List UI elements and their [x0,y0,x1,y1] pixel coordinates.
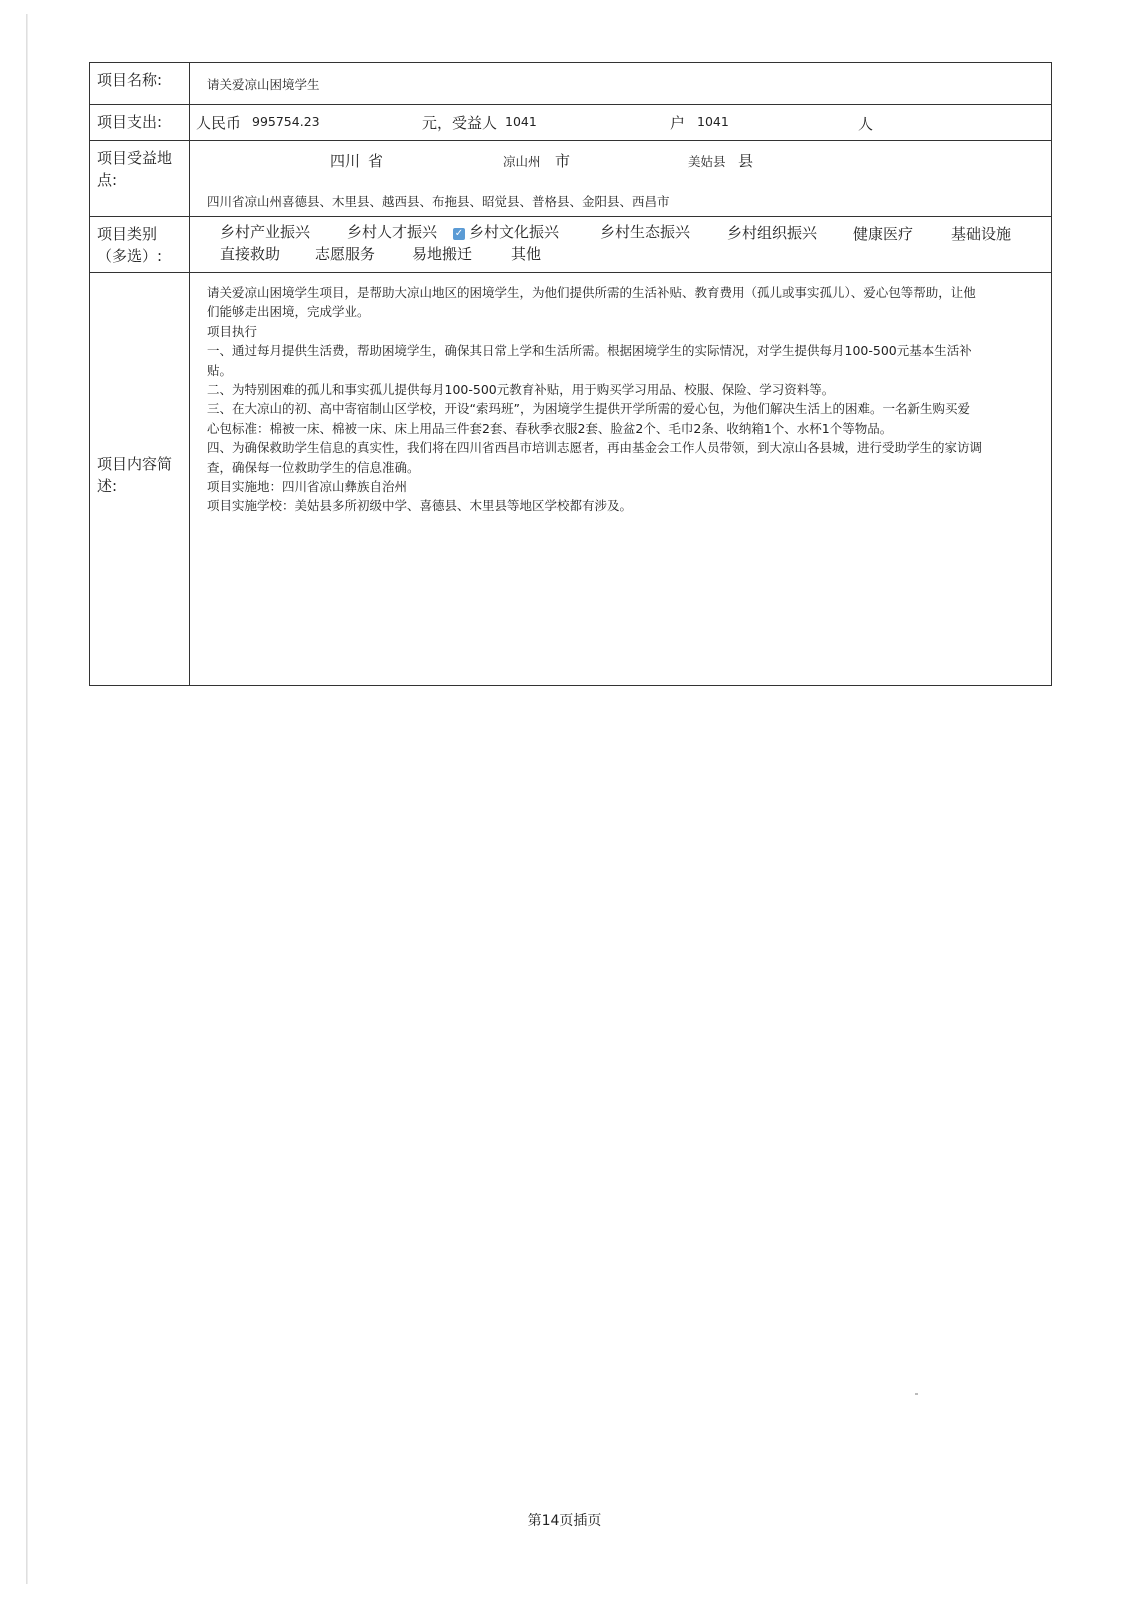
description-line: 三、在大凉山的初、高中寄宿制山区学校，开设“索玛班”，为困境学生提供开学所需的爱心包，为他们解决生活上的困难。一名新生购买爱 [207,401,970,417]
amount-value: 995754.23 [252,114,320,129]
yuan-beneficiary-label: 元，受益人 [422,114,498,132]
description-line: 查，确保每一位救助学生的信息准确。 [207,459,420,475]
county-unit: 县 [738,152,754,170]
description-line: 四、为确保救助学生信息的真实性，我们将在四川省西昌市培训志愿者，再由基金会工作人员带领，到大凉山各县城，进行受助学生的家访调 [207,440,983,456]
scan-speck [915,1393,918,1395]
province-unit: 省 [368,152,384,170]
category-option-culture-label: 乡村文化振兴 [469,223,560,241]
description-line: 请关爱凉山困境学生项目，是帮助大凉山地区的困境学生，为他们提供所需的生活补贴、教育费用（孤儿或事实孤儿）、爱心包等帮助，让他 [207,285,976,300]
city-value: 凉山州 [503,154,541,169]
row-description [90,273,1051,685]
location-cell [190,141,1051,216]
people-value: 1041 [697,114,729,129]
category-option-relocation: 易地搬迁 [412,245,473,263]
description-line: 心包标准：棉被一床、棉被一床、床上用品三件套2套、春秋季衣服2套、脸盆2个、毛巾2条、收纳箱1个、水杯1个等物品。 [207,420,893,436]
category-option-volunteer: 志愿服务 [315,245,376,263]
category-option-other: 其他 [511,245,542,263]
label-expenditure: 项目支出: [90,105,190,140]
label-category: 项目类别（多选）: [90,217,190,272]
description-line: 项目实施学校：美姑县多所初级中学、喜德县、木里县等地区学校都有涉及。 [207,498,633,514]
label-project-name: 项目名称: [90,63,190,104]
description-text [207,283,1042,516]
project-name-value: 请关爱凉山困境学生 [207,77,320,92]
category-option-ecology: 乡村生态振兴 [600,223,691,241]
province-value: 四川 [330,152,361,170]
household-unit: 户 [670,114,686,132]
checkbox-checked-icon[interactable]: ✓ [454,228,464,239]
category-option-infrastructure: 基础设施 [951,225,1012,243]
description-line: 二、为特别困难的孤儿和事实孤儿提供每月100-500元教育补贴，用于购买学习用品、校服、保险、学习资料等。 [207,382,835,398]
project-form-table [89,62,1052,686]
category-option-talent: 乡村人才振兴 [347,223,438,241]
row-project-name [90,63,1051,105]
category-option-direct-aid: 直接救助 [220,245,281,263]
description-line: 一、通过每月提供生活费，帮助困境学生，确保其日常上学和生活所需。根据困境学生的实际情况，对学生提供每月100-500元基本生活补 [207,343,972,359]
label-description: 项目内容简述: [90,273,190,685]
city-unit: 市 [555,152,571,170]
currency-label: 人民币 [196,114,242,132]
category-option-organization: 乡村组织振兴 [727,224,818,242]
location-detail: 四川省凉山州喜德县、木里县、越西县、布拖县、昭觉县、普格县、金阳县、西昌市 [207,194,670,209]
description-line: 们能够走出困境，完成学业。 [207,304,370,320]
households-value: 1041 [505,114,537,129]
label-location: 项目受益地点: [90,141,190,216]
category-option-culture[interactable] [453,221,559,242]
row-location [90,141,1051,217]
description-line: 项目实施地：四川省凉山彝族自治州 [207,479,408,495]
description-cell [190,273,1051,685]
project-name-cell [190,63,1051,104]
category-option-industry: 乡村产业振兴 [220,223,311,241]
row-category [90,217,1051,273]
description-line: 贴。 [207,362,233,378]
row-expenditure [90,105,1051,141]
county-value: 美姑县 [688,154,726,169]
page-footer: 第14页插页 [527,1513,602,1529]
expenditure-cell [190,105,1051,140]
people-unit: 人 [858,115,874,133]
category-cell [190,217,1051,272]
scan-edge [26,14,28,1584]
category-option-health: 健康医疗 [853,225,914,243]
description-line: 项目执行 [207,323,258,339]
